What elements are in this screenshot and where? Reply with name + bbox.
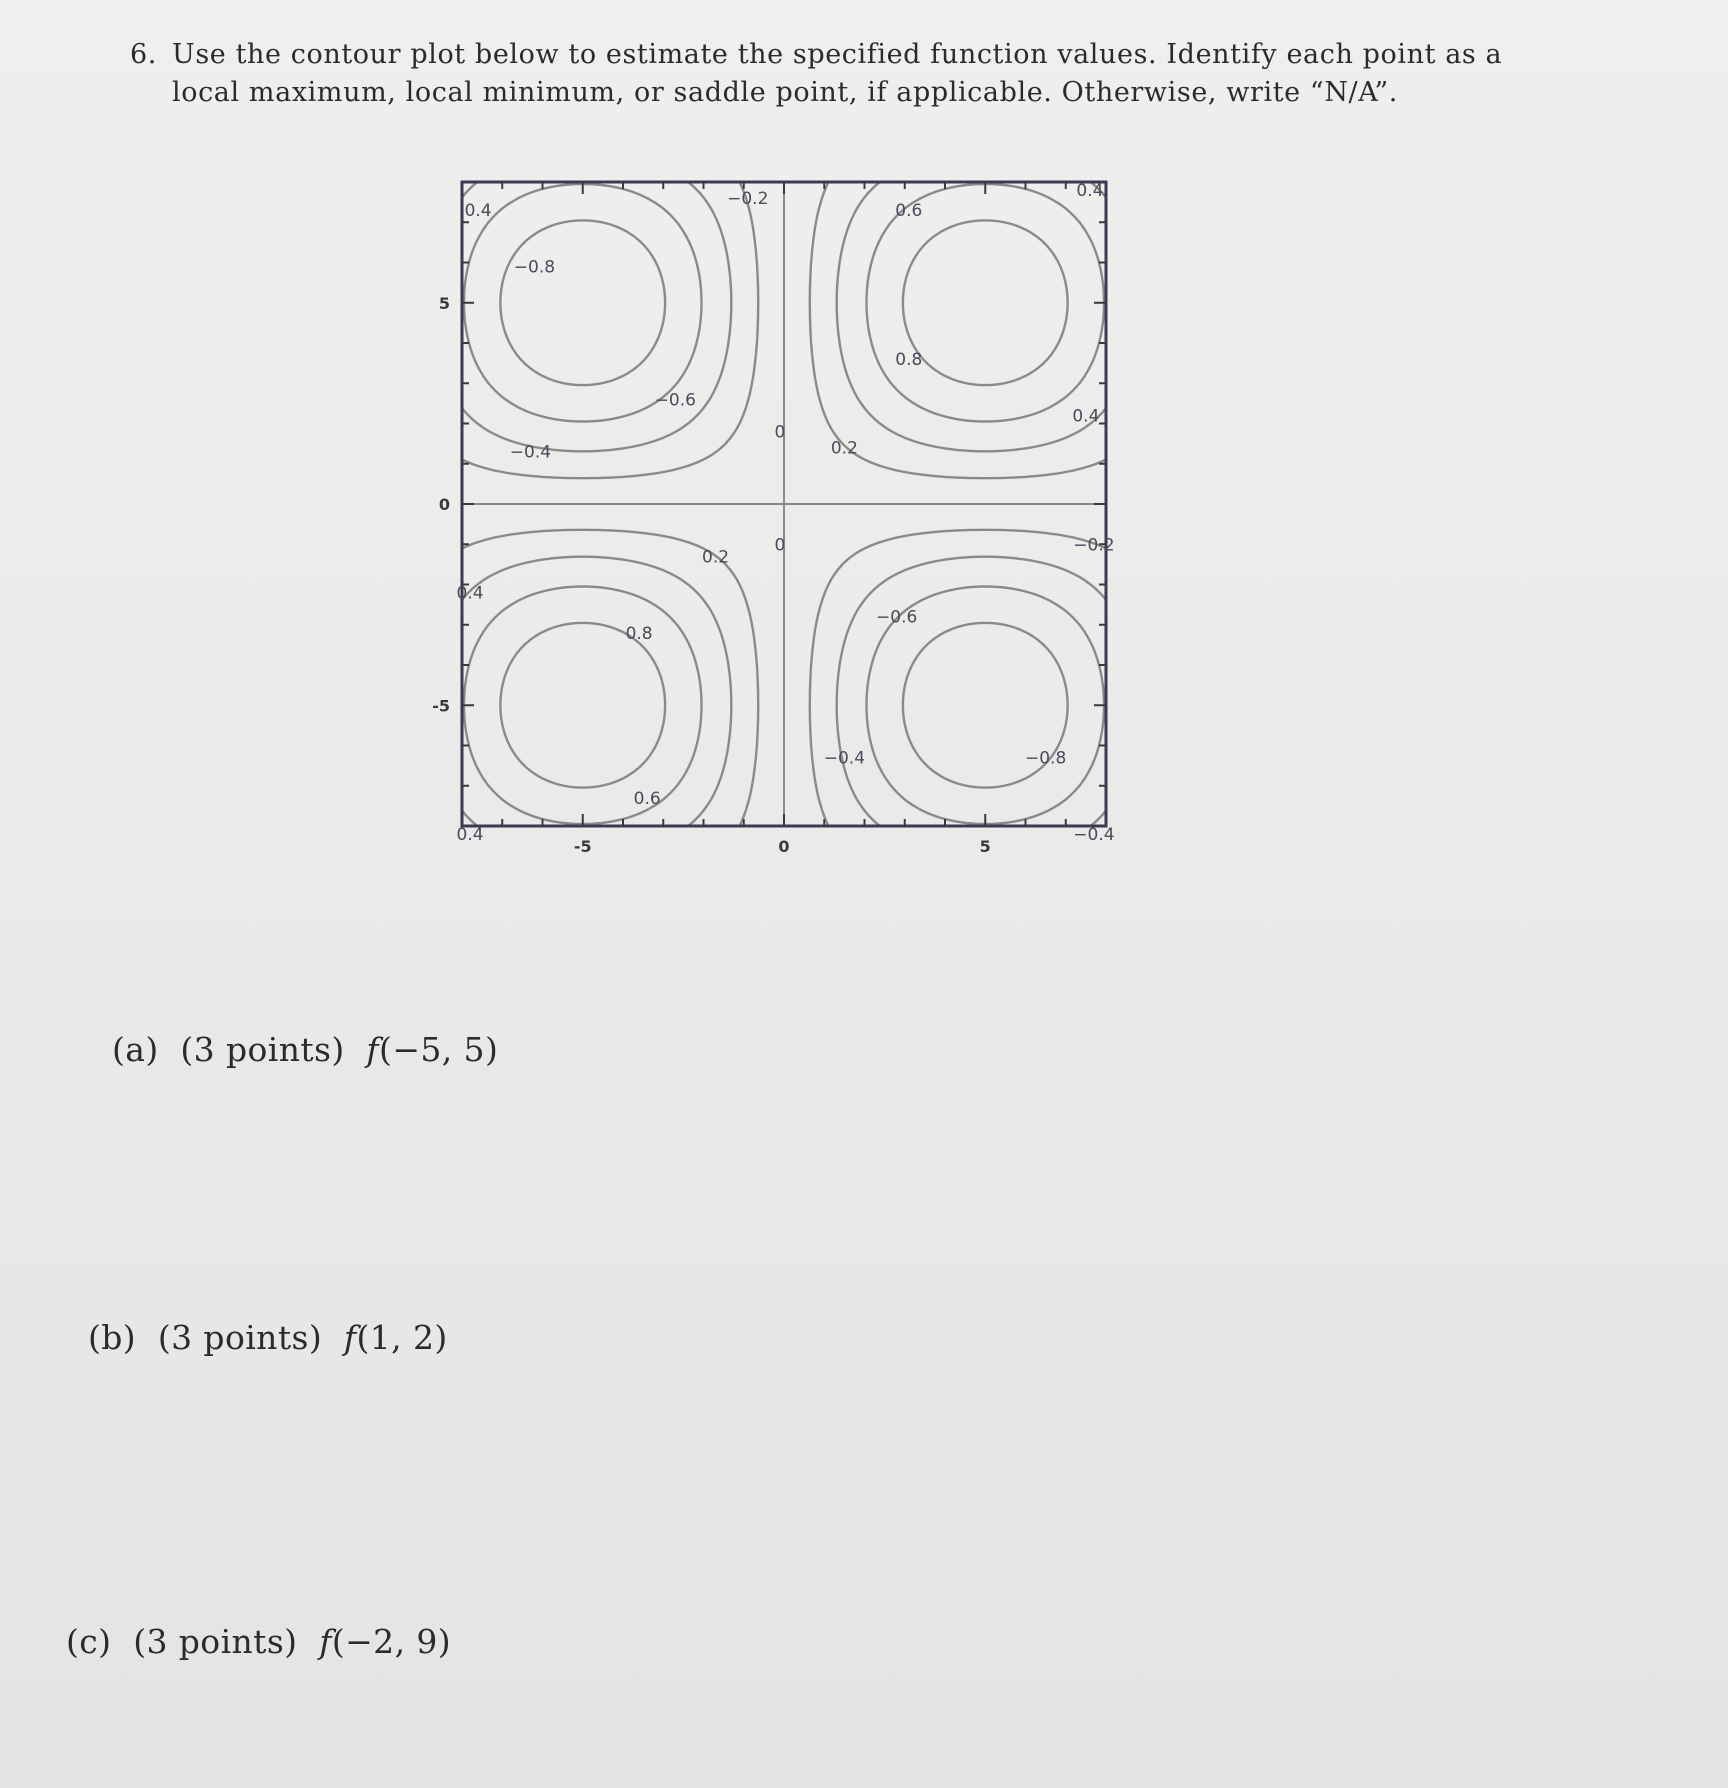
question-text-line-2: local maximum, local minimum, or saddle point, if applicable. Otherwise, write “N/A”. <box>172 77 1398 108</box>
part-a-args: (−5, 5) <box>379 1030 499 1069</box>
part-b-function: f <box>343 1318 357 1357</box>
part-a-function: f <box>366 1030 380 1069</box>
part-c-function: f <box>319 1622 332 1661</box>
part-b-letter: (b) <box>88 1318 137 1357</box>
part-a-letter: (a) <box>112 1030 159 1069</box>
y-tick-label: 5 <box>438 293 450 313</box>
question-text-line-1: Use the contour plot below to estimate the specified function values. Identify each point as a <box>172 39 1503 70</box>
contour-value-label: 0.2 <box>702 547 730 568</box>
contour-value-label: −0.2 <box>1073 535 1115 556</box>
contour-value-label: 0.4 <box>464 201 492 222</box>
y-tick-label: -5 <box>432 696 450 716</box>
part-b <box>88 1318 448 1357</box>
contour-value-label: 0.6 <box>633 788 661 809</box>
question-prompt <box>130 36 1610 112</box>
contour-value-label: 0.4 <box>456 583 484 604</box>
contour-value-label: −0.2 <box>727 189 769 210</box>
contour-value-label: −0.6 <box>654 390 696 411</box>
contour-value-label: 0.4 <box>1076 181 1104 202</box>
part-b-points: (3 points) <box>157 1318 323 1357</box>
part-c-letter: (c) <box>66 1622 112 1661</box>
x-tick-label: 5 <box>979 837 991 856</box>
part-c <box>66 1622 451 1661</box>
x-tick-label: -5 <box>573 837 592 856</box>
y-tick-label: 0 <box>438 495 450 514</box>
contour-value-label: −0.8 <box>1024 748 1067 769</box>
contour-value-label: −0.4 <box>823 748 866 769</box>
contour-value-label: −0.4 <box>1073 825 1115 846</box>
question-number: 6. <box>130 39 157 70</box>
contour-value-label: −0.8 <box>513 257 556 278</box>
contour-value-label: 0.4 <box>456 825 484 846</box>
contour-value-label: 0 <box>774 535 786 556</box>
contour-value-label: −0.6 <box>876 607 918 628</box>
part-b-args: (1, 2) <box>356 1318 448 1357</box>
part-a <box>112 1030 498 1069</box>
x-tick-label: 0 <box>778 837 790 856</box>
contour-value-label: 0.8 <box>625 623 653 644</box>
contour-value-label: 0.2 <box>830 438 858 459</box>
plot-axes <box>432 182 1106 856</box>
contour-value-label: 0.6 <box>895 201 923 222</box>
contour-plot <box>400 170 1300 1000</box>
part-a-points: (3 points) <box>180 1030 345 1069</box>
contour-value-label: 0.4 <box>1072 406 1100 427</box>
contour-plot-svg <box>400 170 1300 1000</box>
contour-value-label: 0.8 <box>895 350 923 371</box>
contour-labels <box>457 181 1115 845</box>
part-c-points: (3 points) <box>133 1622 298 1661</box>
part-c-args: (−2, 9) <box>331 1622 452 1661</box>
contour-value-label: 0 <box>774 422 786 443</box>
contour-value-label: −0.4 <box>509 442 552 463</box>
